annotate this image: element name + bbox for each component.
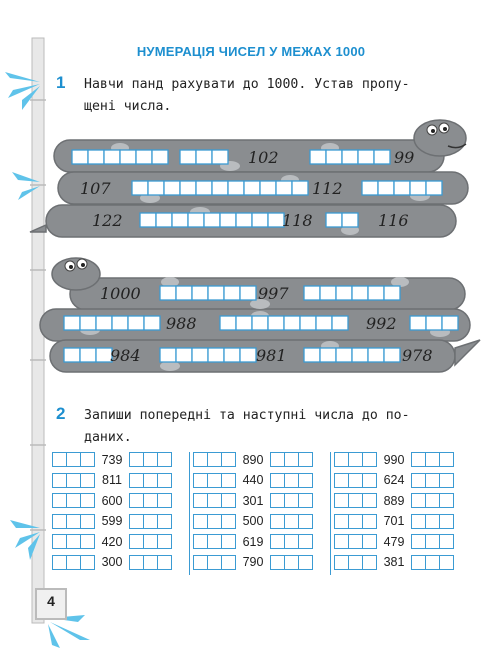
previous-number-input[interactable] <box>193 493 236 508</box>
column-divider <box>189 452 190 575</box>
snake2-value: 992 <box>366 314 397 333</box>
given-number: 381 <box>383 555 405 569</box>
snake2-value: 978 <box>402 346 433 365</box>
page-title: НУМЕРАЦІЯ ЧИСЕЛ У МЕЖАХ 1000 <box>136 44 366 59</box>
previous-number-input[interactable] <box>193 452 236 467</box>
grid-row <box>193 514 313 529</box>
previous-number-input[interactable] <box>334 555 377 570</box>
previous-number-input[interactable] <box>334 534 377 549</box>
previous-number-input[interactable] <box>52 534 95 549</box>
next-number-input[interactable] <box>270 514 313 529</box>
previous-number-input[interactable] <box>52 555 95 570</box>
given-number: 600 <box>101 493 123 508</box>
given-number: 811 <box>102 473 122 487</box>
snake1-value: 112 <box>312 179 343 198</box>
next-number-input[interactable] <box>411 534 454 549</box>
given-number: 990 <box>383 452 405 467</box>
previous-number-input[interactable] <box>52 452 95 467</box>
previous-number-input[interactable] <box>334 473 377 488</box>
grid-row <box>334 452 454 467</box>
next-number-input[interactable] <box>270 473 313 488</box>
next-number-input[interactable] <box>129 555 172 570</box>
previous-number-input[interactable] <box>334 493 377 508</box>
snake2-value: 981 <box>256 346 287 365</box>
task1-text-line1: Навчи панд рахувати до 1000. Устав пропу- <box>84 77 410 92</box>
snake1-value: 102 <box>248 148 279 167</box>
snake1-value: 116 <box>378 211 409 230</box>
given-number: 300 <box>101 555 123 569</box>
grid-row <box>334 473 454 488</box>
next-number-input[interactable] <box>411 514 454 529</box>
previous-number-input[interactable] <box>52 514 95 529</box>
task-number-2: 2 <box>56 404 66 423</box>
grid-row <box>193 493 313 508</box>
given-number: 599 <box>101 514 123 528</box>
grid-row <box>52 473 172 488</box>
given-number: 790 <box>242 555 264 569</box>
grid-row <box>334 514 454 529</box>
grid-row <box>52 452 172 467</box>
given-number: 701 <box>383 514 405 528</box>
next-number-input[interactable] <box>411 452 454 467</box>
given-number: 479 <box>383 534 405 549</box>
previous-number-input[interactable] <box>193 534 236 549</box>
task2-text-line2: даних. <box>84 430 132 445</box>
previous-number-input[interactable] <box>334 452 377 467</box>
grid-row <box>193 473 313 488</box>
next-number-input[interactable] <box>270 555 313 570</box>
given-number: 500 <box>242 514 264 528</box>
task1-text-line2: щені числа. <box>84 99 172 114</box>
next-number-input[interactable] <box>411 555 454 570</box>
next-number-input[interactable] <box>270 452 313 467</box>
next-number-input[interactable] <box>129 514 172 529</box>
grid-row <box>193 555 313 570</box>
snake1-value: 122 <box>92 211 123 230</box>
grid-row <box>334 534 454 549</box>
previous-number-input[interactable] <box>52 493 95 508</box>
previous-number-input[interactable] <box>193 555 236 570</box>
snake1-value: 118 <box>282 211 313 230</box>
previous-number-input[interactable] <box>52 473 95 488</box>
page-number: 4 <box>47 593 55 609</box>
next-number-input[interactable] <box>270 493 313 508</box>
snake1-value: 107 <box>80 179 111 198</box>
previous-number-input[interactable] <box>193 514 236 529</box>
next-number-input[interactable] <box>129 493 172 508</box>
task2-text <box>84 405 410 449</box>
task2-text-line1: Запиши попередні та наступні числа до по- <box>84 408 410 423</box>
given-number: 739 <box>101 452 123 467</box>
next-number-input[interactable] <box>129 534 172 549</box>
grid-row <box>52 493 172 508</box>
snake2-value: 1000 <box>100 284 141 303</box>
grid-row <box>52 555 172 570</box>
next-number-input[interactable] <box>270 534 313 549</box>
next-number-input[interactable] <box>411 493 454 508</box>
grid-row <box>193 452 313 467</box>
given-number: 619 <box>242 534 264 549</box>
snake2-value: 988 <box>166 314 197 333</box>
previous-number-input[interactable] <box>334 514 377 529</box>
snake2-value: 997 <box>258 284 289 303</box>
grid-row <box>52 514 172 529</box>
given-number: 624 <box>383 473 405 487</box>
given-number: 440 <box>242 473 264 487</box>
grid-row <box>52 534 172 549</box>
given-number: 890 <box>242 452 264 467</box>
given-number: 889 <box>383 493 405 508</box>
next-number-input[interactable] <box>129 473 172 488</box>
given-number: 420 <box>101 534 123 549</box>
grid-row <box>334 555 454 570</box>
snake1-value: 99 <box>394 148 415 167</box>
next-number-input[interactable] <box>129 452 172 467</box>
previous-number-input[interactable] <box>193 473 236 488</box>
column-divider <box>330 452 331 575</box>
next-number-input[interactable] <box>411 473 454 488</box>
snake2-value: 984 <box>110 346 141 365</box>
grid-row <box>193 534 313 549</box>
grid-row <box>334 493 454 508</box>
given-number: 301 <box>242 493 264 508</box>
task-number-1: 1 <box>56 73 66 92</box>
